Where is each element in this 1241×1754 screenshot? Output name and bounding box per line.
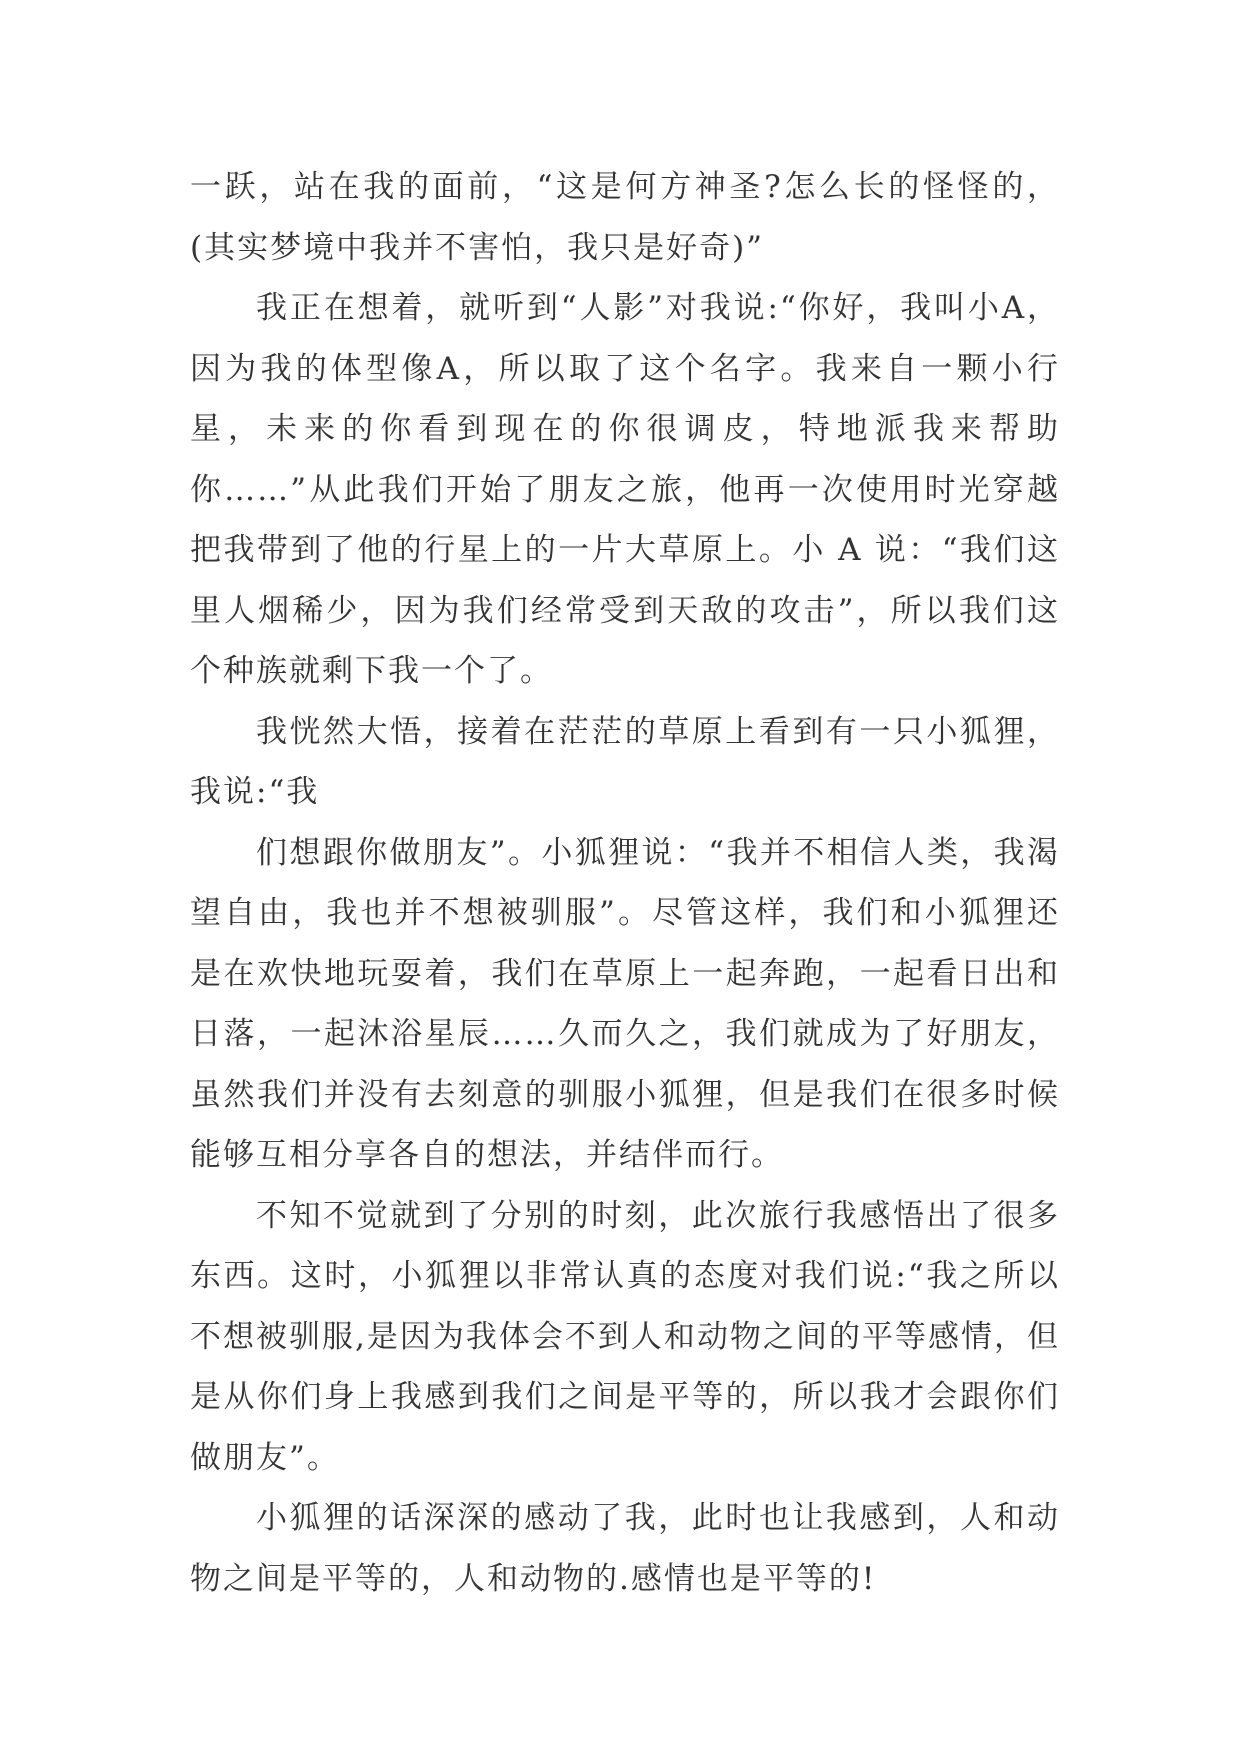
document-body [190,157,1060,1609]
paragraph-5: 不知不觉就到了分别的时刻，此次旅行我感悟出了很多东西。这时，小狐狸以非常认真的态度对我们说:“我之所以不想被驯服,是因为我体会不到人和动物之间的平等感情，但是从你们身上我感到我们之间是平等的，所以我才会跟你们做朋友”。 [190,1197,1060,1476]
paragraph-3: 我恍然大悟，接着在茫茫的草原上看到有一只小狐狸，我说:“我 [190,713,1060,810]
paragraph-4: 们想跟你做朋友”。小狐狸说：“我并不相信人类，我渴望自由，我也并不想被驯服”。尽管这样，我们和小狐狸还是在欢快地玩耍着，我们在草原上一起奔跑，一起看日出和日落，一起沐浴星辰……久而久之，我们就成为了好朋友，虽然我们并没有去刻意的驯服小狐狸，但是我们在很多时候能够互相分享各自的想法，并结伴而行。 [190,834,1060,1173]
paragraph-1: 一跃，站在我的面前，“这是何方神圣?怎么长的怪怪的，(其实梦境中我并不害怕，我只是好奇)” [190,169,1060,266]
paragraph-2: 我正在想着，就听到“人影”对我说:“你好，我叫小A，因为我的体型像A，所以取了这个名字。我来自一颗小行星，未来的你看到现在的你很调皮，特地派我来帮助你……”从此我们开始了朋友之旅，他再一次使用时光穿越把我带到了他的行星上的一片大草原上。小 A 说：“我们这里人烟稀少，因为我们经常受到天敌的攻击”，所以我们这个种族就剩下我一个了。 [190,290,1060,689]
paragraph-6: 小狐狸的话深深的感动了我，此时也让我感到，人和动物之间是平等的，人和动物的.感情也是平等的! [190,1500,1060,1597]
